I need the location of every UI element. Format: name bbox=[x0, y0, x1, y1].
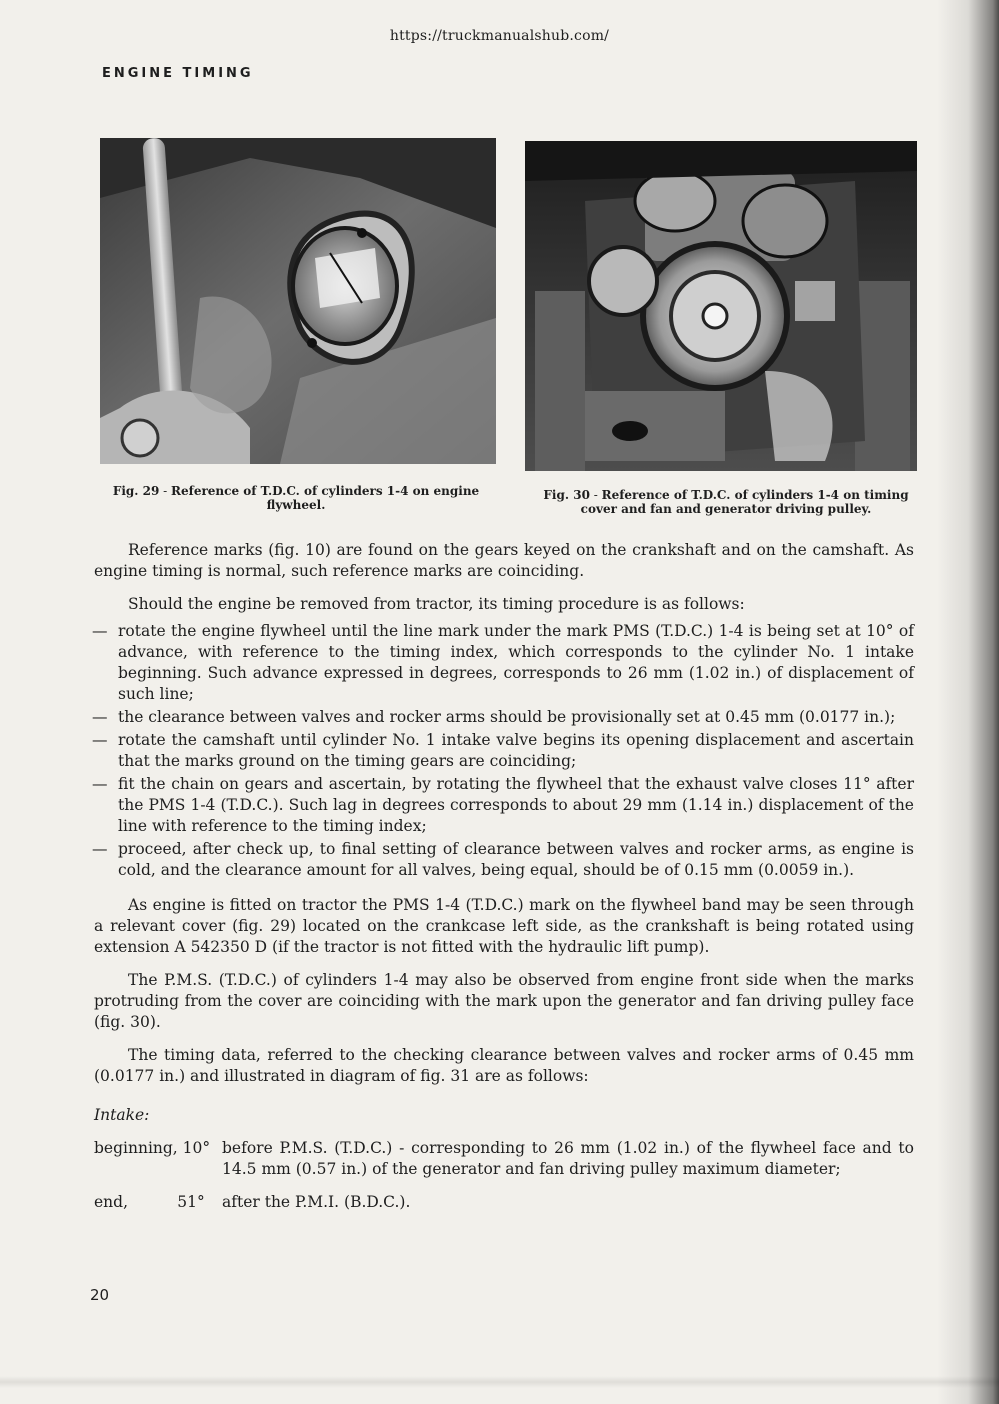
paragraph-front-side: The P.M.S. (T.D.C.) of cylinders 1-4 may also be observed from engine front side when the marks protruding from the cover are coinciding with the mark upon the generator and fan driving pulley face (fig. 30). bbox=[94, 971, 914, 1031]
scan-binding-shadow bbox=[937, 0, 999, 1404]
figure-29-label: Fig. 29 bbox=[112, 484, 160, 498]
figure-30-label: Fig. 30 bbox=[543, 488, 590, 502]
procedure-step: — rotate the camshaft until cylinder No. 1 intake valve begins its opening displacement and ascertain that the marks ground on the timing gears are coinciding; bbox=[94, 730, 914, 772]
paragraph-tractor-fitted: As engine is fitted on tractor the PMS 1-4 (T.D.C.) mark on the flywheel band may be seen through a relevant cover (fig. 29) located on the crankcase left side, as the crankshaft is being rotated using extension A 542350 D (if the tractor is not fitted with the hydraulic lift pump). bbox=[94, 896, 914, 956]
section-title: ENGINE TIMING bbox=[102, 66, 254, 81]
procedure-step: — the clearance between valves and rocker arms should be provisionally set at 0.45 mm (0.0177 in.); bbox=[94, 707, 914, 728]
source-url[interactable]: https://truckmanualshub.com/ bbox=[389, 28, 610, 44]
scan-edge-smudge bbox=[0, 1376, 999, 1388]
procedure-steps bbox=[94, 621, 914, 881]
intake-heading: Intake: bbox=[94, 1106, 150, 1124]
figure-29-caption-text: Reference of T.D.C. of cylinders 1-4 on engine flywheel. bbox=[171, 484, 480, 512]
procedure-step: — rotate the engine flywheel until the line mark under the mark PMS (T.D.C.) 1-4 is being set at 10° of advance, with reference to the timing index, which corresponds to the cylinder No. 1 intake beginning. Such advance expressed in degrees, corresponds to 26 mm (1.02 in.) of displacement of such line; bbox=[94, 621, 914, 705]
intake-row-end bbox=[94, 1192, 914, 1213]
figure-30-photo bbox=[525, 141, 917, 471]
intake-beginning-text: before P.M.S. (T.D.C.) - corresponding to 26 mm (1.02 in.) of the flywheel face and to 14.5 mm (0.57 in.) of the generator and fan driving pulley maximum diameter; bbox=[222, 1139, 914, 1178]
intake-end-text: after the P.M.I. (B.D.C.). bbox=[222, 1193, 411, 1211]
figure-29-caption: Fig. 29 - Reference of T.D.C. of cylinders 1-4 on engine flywheel. bbox=[112, 484, 480, 512]
figure-30-caption: Fig. 30 - Reference of T.D.C. of cylinders 1-4 on timing cover and fan and generator driving pulley. bbox=[543, 488, 909, 516]
paragraph-reference-marks: Reference marks (fig. 10) are found on the gears keyed on the crankshaft and on the camshaft. As engine timing is normal, such reference marks are coinciding. bbox=[94, 541, 914, 580]
body-text bbox=[94, 540, 914, 1225]
figure-29-photo bbox=[100, 138, 496, 464]
procedure-step: — proceed, after check up, to final setting of clearance between valves and rocker arms, as engine is cold, and the clearance amount for all valves, being equal, should be of 0.15 mm (0.0059 in.). bbox=[94, 839, 914, 881]
paragraph-procedure-intro: Should the engine be removed from tractor, its timing procedure is as follows: bbox=[128, 595, 745, 613]
figure-30-caption-text: Reference of T.D.C. of cylinders 1-4 on timing cover and fan and generator driving pulley. bbox=[580, 488, 909, 516]
paragraph-timing-data: The timing data, referred to the checking clearance between valves and rocker arms of 0.45 mm (0.0177 in.) and illustrated in diagram of fig. 31 are as follows: bbox=[94, 1046, 914, 1085]
page-number: 20 bbox=[90, 1286, 110, 1304]
procedure-step: — fit the chain on gears and ascertain, by rotating the flywheel that the exhaust valve closes 11° after the PMS 1-4 (T.D.C.). Such lag in degrees corresponds to about 29 mm (1.14 in.) displacement of the line with reference to the timing index; bbox=[94, 774, 914, 837]
intake-beginning-label: beginning, 10° bbox=[94, 1139, 211, 1157]
intake-end-label: end, 51° bbox=[94, 1193, 205, 1211]
intake-row-beginning bbox=[94, 1138, 914, 1180]
